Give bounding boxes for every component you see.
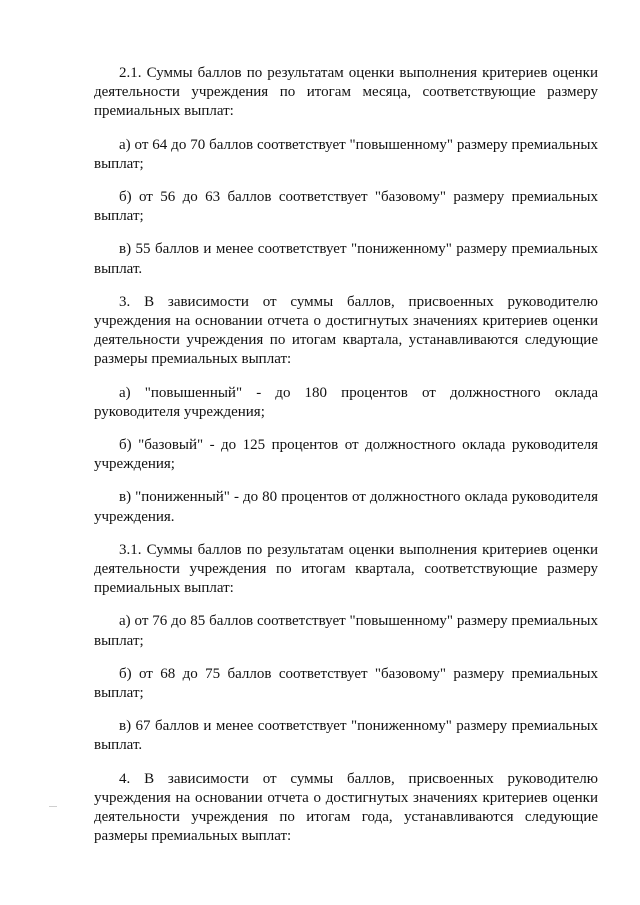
document-page: [94, 64, 598, 847]
paragraph-2-1-a: а) от 64 до 70 баллов соответствует "повышенному" размеру премиальных выплат;: [94, 136, 598, 172]
paragraph-3-1-v: в) 67 баллов и менее соответствует "пониженному" размеру премиальных выплат.: [94, 718, 598, 754]
paragraph-3-1: 3.1. Суммы баллов по результатам оценки выполнения критериев оценки деятельности учреждения по итогам квартала, соответствующие размеру премиальных выплат:: [94, 541, 598, 597]
paragraph-3-b: б) "базовый" - до 125 процентов от должностного оклада руководителя учреждения;: [94, 437, 598, 473]
margin-mark: [49, 806, 57, 807]
paragraph-3-1-b: б) от 68 до 75 баллов соответствует "базовому" размеру премиальных выплат;: [94, 665, 598, 702]
paragraph-2-1-b: б) от 56 до 63 баллов соответствует "базовому" размеру премиальных выплат;: [94, 189, 598, 225]
paragraph-3-1-a: а) от 76 до 85 баллов соответствует "повышенному" размеру премиальных выплат;: [94, 613, 598, 649]
paragraph-3-a: а) "повышенный" - до 180 процентов от должностного оклада руководителя учреждения;: [94, 384, 598, 420]
paragraph-2-1: 2.1. Суммы баллов по результатам оценки выполнения критериев оценки деятельности учреждения по итогам месяца, соответствующие размеру премиальных выплат:: [94, 65, 598, 120]
paragraph-2-1-v: в) 55 баллов и менее соответствует "пониженному" размеру премиальных выплат.: [94, 241, 598, 277]
paragraph-3: 3. В зависимости от суммы баллов, присвоенных руководителю учреждения на основании отчета о достигнутых значениях критериев оценки деятельности учреждения по итогам квартала, устанавливаются следующие размеры премиальных выплат:: [94, 293, 598, 368]
paragraph-3-v: в) "пониженный" - до 80 процентов от должностного оклада руководителя учреждения.: [94, 489, 598, 525]
paragraph-4: 4. В зависимости от суммы баллов, присвоенных руководителю учреждения на основании отчета о достигнутых значениях критериев оценки деятельности учреждения по итогам года, устанавливаются следующие размеры премиальных выплат:: [94, 770, 598, 845]
